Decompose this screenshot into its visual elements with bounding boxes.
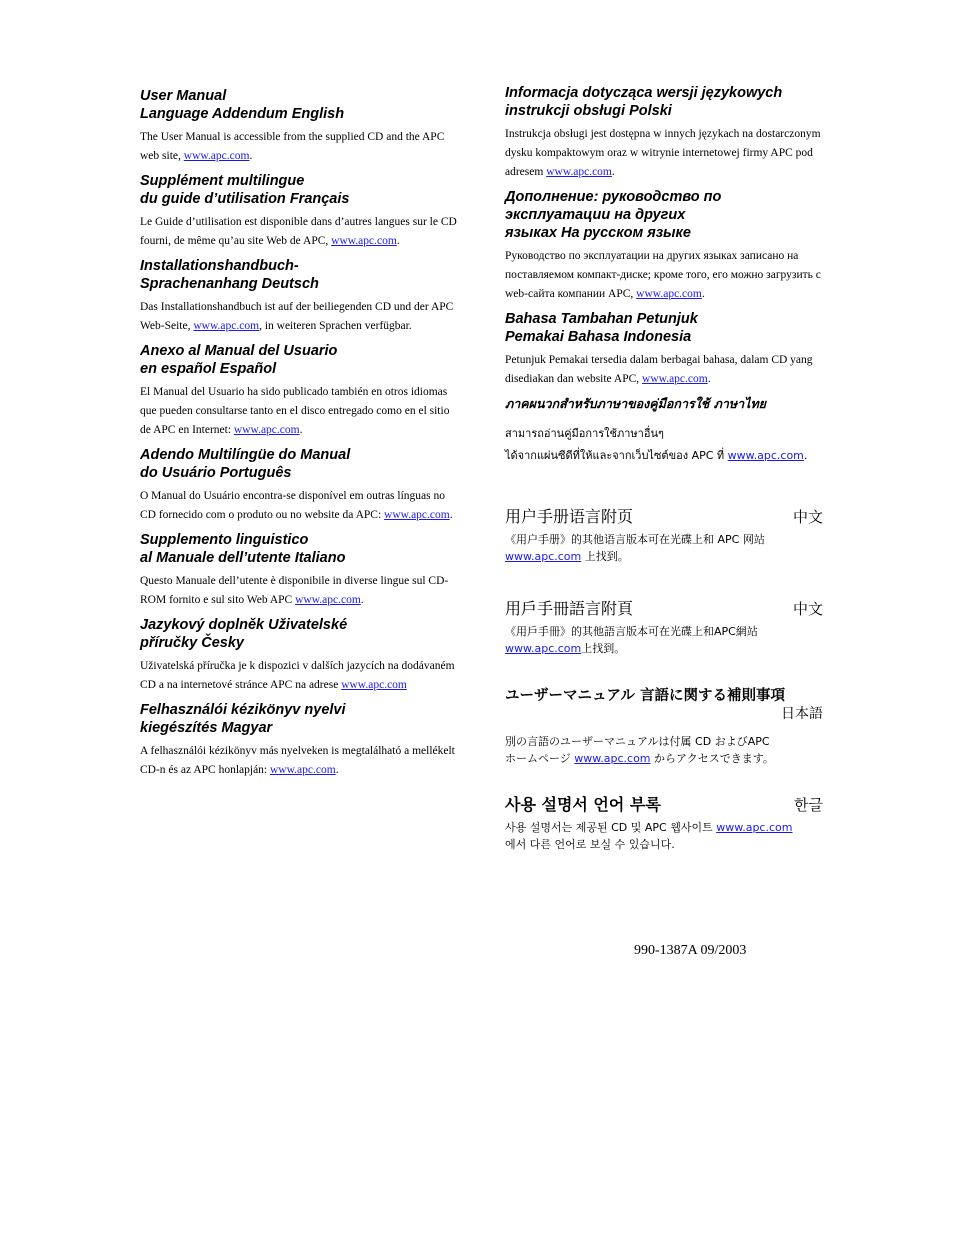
section-title-ko [505,795,823,815]
section-title-line: du guide d’utilisation Français [140,191,350,207]
section-title-line: Дополнение: руководство по [505,189,722,205]
thai-line-1: สามารถอ่านคู่มือการใช้ภาษาอื่นๆ [505,427,664,440]
ja-line-2-post: からアクセスできます。 [650,752,774,765]
section-body-text: Le Guide d’utilisation est disponible dans d’autres langues sur le CD fourni, de même qu’au site Web de APC, [140,216,457,247]
section-body-after: . [449,509,453,521]
section-title-line: Anexo al Manual del Usuario [140,343,338,359]
section-title [140,172,460,208]
section-body-after: . [360,594,364,606]
language-section [505,310,830,389]
section-zh-tw [505,599,830,657]
apc-link[interactable]: www.apc.com [183,150,250,162]
section-title [140,446,460,482]
section-zh-cn [505,507,830,565]
apc-link[interactable]: www.apc.com [546,166,612,178]
section-title [140,616,460,652]
section-body-text: Руководство по эксплуатации на других языках записано на поставляемом компакт-диске; кроме того, его можно загрузить с web-сайта компании APC, [505,250,821,300]
apc-link[interactable]: www.apc.com [384,509,450,521]
apc-link[interactable]: www.apc.com [233,424,300,436]
section-title-line: Language Addendum English [140,106,345,122]
apc-link[interactable]: www.apc.com [341,679,407,691]
ja-lang: 日本語 [781,706,823,722]
language-section [140,531,460,610]
left-column [140,87,460,786]
section-title [140,342,460,378]
section-body [505,247,830,304]
apc-link[interactable]: www.apc.com [642,373,708,385]
section-title-line: языках На русском языке [505,225,691,241]
zh-cn-line-1: 《用户手册》的其他语言版本可在光碟上和 APC 网站 [505,533,765,546]
section-title-line: en español Español [140,361,277,377]
section-body [140,487,460,525]
apc-link[interactable]: www.apc.com [331,235,397,247]
section-title-line: kiegészítés Magyar [140,720,273,736]
apc-link[interactable]: www.apc.com [505,642,582,655]
section-title [140,531,460,567]
section-body-zh-tw [505,623,830,657]
section-body-after: . [611,166,615,178]
section-body-text: Das Installationshandbuch ist auf der beiliegenden CD und der APC Web-Seite, [140,301,454,332]
section-title-line: Installationshandbuch- [140,258,299,274]
ja-line-2-pre: ホームページ [505,752,575,765]
section-body [505,351,830,389]
section-body [140,298,460,336]
section-title-line: Felhasználói kézikönyv nyelvi [140,702,346,718]
apc-link[interactable]: www.apc.com [270,764,336,776]
apc-link[interactable]: www.apc.com [636,288,702,300]
section-body [140,657,460,695]
section-body-ja [505,733,830,767]
section-title-line: příručky Česky [140,635,244,651]
language-section [505,188,830,304]
section-title-line: al Manuale dell’utente Italiano [140,550,346,566]
section-body-thai [505,423,830,467]
section-body [505,125,830,182]
section-title-zh-tw [505,599,823,619]
section-ko [505,795,830,853]
section-title-ja: ユーザーマニュアル 言語に関する補則事項 [505,688,785,704]
section-title-line: Jazykový doplněk Uživatelské [140,617,348,633]
section-body-text: El Manual del Usuario ha sido publicado también en otros idiomas que pueden consultarse tanto en el disco entregado como en el sitio de APC en Internet: [140,386,450,436]
apc-link[interactable]: www.apc.com [193,320,260,332]
section-title-line: Supplément multilingue [140,173,305,189]
section-body [140,383,460,440]
section-title-line: instrukcji obsługi Polski [505,103,672,119]
section-title-zh-cn [505,507,823,527]
zh-cn-line-2: 上找到。 [581,550,629,563]
ko-line-1: 사용 설명서는 제공된 CD 및 APC 웹사이트 [505,821,717,834]
section-title [505,310,830,346]
section-body-after: , in weiteren Sprachen verfügbar. [259,320,412,332]
section-title-line: Informacja dotycząca wersji językowych [505,85,783,101]
section-title [505,188,830,242]
ko-title: 사용 설명서 언어 부록 [505,795,661,814]
section-body-text: A felhasználói kézikönyv más nyelveken is megtalálható a mellékelt CD-n és az APC honlapján: [140,745,455,776]
section-body-text: Petunjuk Pemakai tersedia dalam berbagai bahasa, dalam CD yang disediakan dan website APC, [505,354,813,385]
section-body-after: . [396,235,400,247]
right-latin-sections [505,84,830,389]
section-body-after: . [707,373,711,385]
section-body [140,213,460,251]
thai-line-2: ได้จากแผ่นซีดีที่ให้และจากเว็บไซต์ของ APC ที่ [505,449,728,462]
language-section [505,84,830,182]
section-title-line: Sprachenanhang Deutsch [140,276,319,292]
section-title [140,87,460,123]
section-title-line: do Usuário Português [140,465,292,481]
ko-lang: 한글 [794,796,823,814]
zh-cn-lang: 中文 [792,508,823,526]
section-body-zh-cn [505,531,830,565]
zh-tw-line-1: 《用戶手冊》的其他語言版本可在光碟上和APC網站 [505,625,758,638]
zh-cn-title: 用户手册语言附页 [505,507,634,526]
section-title-line: Pemakai Bahasa Indonesia [505,329,692,345]
section-body-after: . [299,424,303,436]
language-section [140,701,460,780]
apc-link[interactable]: www.apc.com [505,550,582,563]
section-body-after: . [249,150,253,162]
apc-link[interactable]: www.apc.com [727,449,804,462]
language-section [140,446,460,525]
apc-link[interactable]: www.apc.com [716,821,793,834]
section-body-text: Instrukcja obsługi jest dostępna w innych językach na dostarczonym dysku kompaktowym oraz w witrynie internetowej firmy APC pod adresem [505,128,821,178]
section-body-after: . [701,288,705,300]
section-title-line: эксплуатации на других [505,207,686,223]
section-body-after: . [335,764,339,776]
section-title-line: Supplemento linguistico [140,532,309,548]
thai-after: . [803,449,808,462]
language-section [140,342,460,440]
document-number: 990-1387A 09/2003 [634,943,747,958]
apc-link[interactable]: www.apc.com [295,594,361,606]
ko-line-2: 에서 다른 언어로 보실 수 있습니다. [505,838,675,851]
section-thai [505,395,830,467]
language-section [140,87,460,166]
section-body [140,742,460,780]
right-column [505,84,830,853]
section-title [140,257,460,293]
section-body [140,128,460,166]
section-title [140,701,460,737]
section-title-line: Adendo Multilíngüe do Manual [140,447,351,463]
zh-tw-line-2: 上找到。 [581,642,626,655]
section-title-line: User Manual [140,88,227,104]
section-body [140,572,460,610]
section-title [505,84,830,120]
section-body-text: Questo Manuale dell’utente è disponibile in diverse lingue sul CD-ROM fornito e sul sito Web APC [140,575,449,606]
section-body-text: O Manual do Usuário encontra-se disponível em outras línguas no CD fornecido com o produto ou no website da APC: [140,490,446,521]
section-title-line: Bahasa Tambahan Petunjuk [505,311,698,327]
section-body-ko [505,819,830,853]
section-body-text: Uživatelská příručka je k dispozici v dalších jazycích na dodávaném CD a na internetové stránce APC na adrese [140,660,455,691]
apc-link[interactable]: www.apc.com [574,752,651,765]
section-ja [505,687,830,767]
language-section [140,257,460,336]
section-title-thai: ภาคผนวกสำหรับภาษาของคู่มือการใช้ ภาษาไทย [505,396,767,411]
section-body-text: The User Manual is accessible from the supplied CD and the APC web site, [140,131,445,162]
language-section [140,616,460,695]
ja-line-1: 別の言語のユーザーマニュアルは付属 CD およびAPC [505,735,770,748]
language-section [140,172,460,251]
zh-tw-title: 用戶手冊語言附頁 [505,599,634,618]
zh-tw-lang: 中文 [792,600,823,618]
